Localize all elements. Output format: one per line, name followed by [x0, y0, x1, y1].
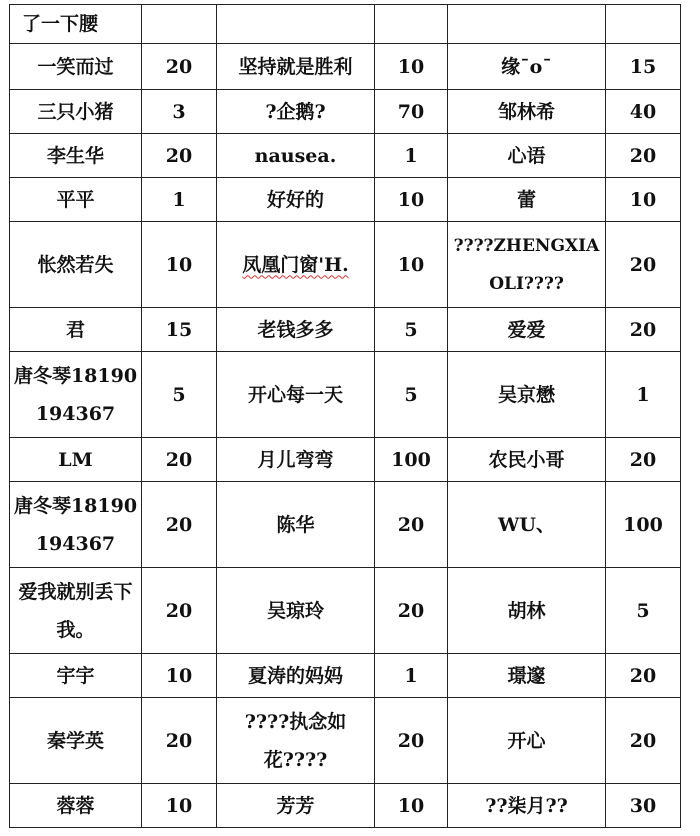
- table-cell: 20: [142, 482, 217, 568]
- table-cell: 吴琼玲: [217, 568, 375, 654]
- table-cell: 怅然若失: [10, 222, 142, 308]
- table-cell: 蕾: [448, 178, 606, 222]
- table-cell: 宇宇: [10, 654, 142, 698]
- table-cell: 20: [142, 568, 217, 654]
- table-row: [10, 568, 681, 654]
- table-cell: 陈华: [217, 482, 375, 568]
- table-cell: 20: [606, 222, 681, 308]
- table-cell: 凤凰门窗'H.: [217, 222, 375, 308]
- table-cell: LM: [10, 438, 142, 482]
- table-row: [10, 44, 681, 90]
- page-edge: [692, 0, 700, 836]
- table-cell: 20: [142, 438, 217, 482]
- table-cell: 好好的: [217, 178, 375, 222]
- table-row: [10, 438, 681, 482]
- table-cell: 10: [142, 654, 217, 698]
- table-cell: 15: [142, 308, 217, 352]
- table-cell: [375, 5, 448, 44]
- table-cell: 芳芳: [217, 784, 375, 828]
- table-cell: 20: [142, 698, 217, 784]
- table-row: [10, 222, 681, 308]
- table-cell: WU、: [448, 482, 606, 568]
- table-cell: 20: [606, 654, 681, 698]
- table-cell: 开心: [448, 698, 606, 784]
- table-cell: 平平: [10, 178, 142, 222]
- table-cell: 5: [375, 352, 448, 438]
- table-cell: nausea.: [217, 134, 375, 178]
- table-cell: 璟邃: [448, 654, 606, 698]
- table-cell: 10: [142, 784, 217, 828]
- table-row: [10, 5, 681, 44]
- table-cell: 20: [606, 438, 681, 482]
- table-cell: 缘ˉoˉ: [448, 44, 606, 90]
- table-cell: 10: [142, 222, 217, 308]
- table-cell: 李生华: [10, 134, 142, 178]
- table-cell: 1: [375, 134, 448, 178]
- table-cell: 10: [375, 178, 448, 222]
- table-cell: [217, 5, 375, 44]
- table-cell: ????ZHENGXIAOLI????: [448, 222, 606, 308]
- table-cell: 20: [375, 698, 448, 784]
- table-row: [10, 134, 681, 178]
- table-cell: 一笑而过: [10, 44, 142, 90]
- table-cell: 20: [142, 134, 217, 178]
- table-row: [10, 654, 681, 698]
- table-row: [10, 308, 681, 352]
- table-cell: 坚持就是胜利: [217, 44, 375, 90]
- table-cell: 5: [375, 308, 448, 352]
- table-cell: 1: [142, 178, 217, 222]
- table-cell: 70: [375, 90, 448, 134]
- table-cell: 20: [606, 698, 681, 784]
- table-cell: 5: [142, 352, 217, 438]
- table-cell: 秦学英: [10, 698, 142, 784]
- table-cell: 心语: [448, 134, 606, 178]
- table-cell: 40: [606, 90, 681, 134]
- table-row: [10, 698, 681, 784]
- table-cell: 月儿弯弯: [217, 438, 375, 482]
- table-cell: 10: [375, 222, 448, 308]
- table-cell: 10: [375, 784, 448, 828]
- table-cell: 1: [375, 654, 448, 698]
- table-cell: 100: [606, 482, 681, 568]
- table-cell: 爱爱: [448, 308, 606, 352]
- table-cell: 吴京懋: [448, 352, 606, 438]
- table-cell: 10: [606, 178, 681, 222]
- table-cell: ?企鹅?: [217, 90, 375, 134]
- table-cell: [448, 5, 606, 44]
- table-cell: 爱我就别丢下我。: [10, 568, 142, 654]
- table-cell: 君: [10, 308, 142, 352]
- table-row: [10, 784, 681, 828]
- table-cell: 100: [375, 438, 448, 482]
- table-cell: 三只小猪: [10, 90, 142, 134]
- table-cell: 了一下腰: [10, 5, 142, 44]
- table-cell: 20: [375, 568, 448, 654]
- table-cell: ????执念如花????: [217, 698, 375, 784]
- table-cell: 20: [375, 482, 448, 568]
- table-cell: 20: [606, 308, 681, 352]
- table-cell: 农民小哥: [448, 438, 606, 482]
- table-cell: 开心每一天: [217, 352, 375, 438]
- table-cell: 20: [142, 44, 217, 90]
- table-cell: 胡林: [448, 568, 606, 654]
- table-row: [10, 90, 681, 134]
- table-cell: ??柒月??: [448, 784, 606, 828]
- table-row: [10, 352, 681, 438]
- table-cell: 3: [142, 90, 217, 134]
- table-cell: 15: [606, 44, 681, 90]
- donation-table: [9, 4, 681, 828]
- table-cell: 老钱多多: [217, 308, 375, 352]
- table-cell: 唐冬琴18190194367: [10, 482, 142, 568]
- table-cell: 邹林希: [448, 90, 606, 134]
- table-cell: 唐冬琴18190194367: [10, 352, 142, 438]
- table-cell: 蓉蓉: [10, 784, 142, 828]
- table-row: [10, 178, 681, 222]
- table-cell: 20: [606, 134, 681, 178]
- table-cell: 5: [606, 568, 681, 654]
- table-row: [10, 482, 681, 568]
- table-cell: [142, 5, 217, 44]
- table-cell: 夏涛的妈妈: [217, 654, 375, 698]
- table-cell: 30: [606, 784, 681, 828]
- table-cell: 10: [375, 44, 448, 90]
- table-cell: 1: [606, 352, 681, 438]
- table-cell: [606, 5, 681, 44]
